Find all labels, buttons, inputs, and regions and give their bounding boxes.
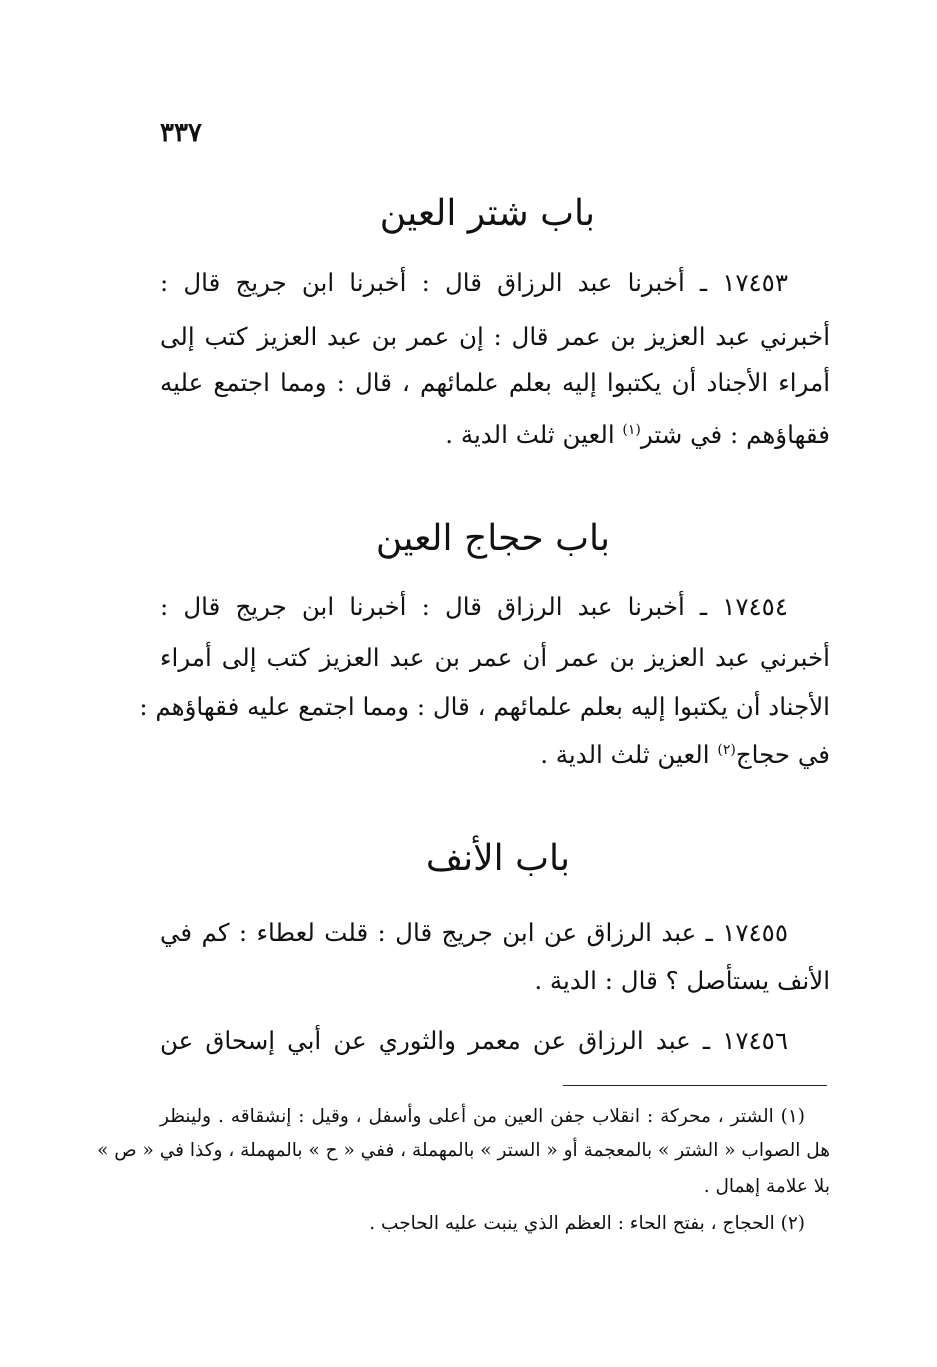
- section-heading-eye-orbit: باب حجاج العين: [375, 518, 610, 559]
- footnote-1-line-3: بلا علامة إهمال .: [703, 1176, 830, 1197]
- footnote-2-line-1: (٢) الحجاج ، بفتح الحاء : العظم الذي ينبت عليه الحاجب .: [369, 1213, 805, 1234]
- hadith-17453-line-1: ١٧٤٥٣ ـ أخبرنا عبد الرزاق قال : أخبرنا ابن جريج قال :: [160, 268, 788, 297]
- hadith-17453-line-3: أمراء الأجناد أن يكتبوا إليه بعلم علمائهم ، قال : ومما اجتمع عليه: [160, 368, 830, 397]
- hadith-17454-line-4-text: في حجاج: [735, 740, 830, 769]
- hadith-17454-line-4: [160, 740, 830, 769]
- hadith-17454-line-2: أخبرني عبد العزيز بن عمر أن عمر بن عبد العزيز كتب إلى أمراء: [160, 643, 830, 672]
- footnote-ref-1: (١): [622, 421, 641, 438]
- hadith-17455-line-1: ١٧٤٥٥ ـ عبد الرزاق عن ابن جريج قال : قلت لعطاء : كم في: [160, 918, 788, 947]
- hadith-17454-line-4-rest: العين ثلث الدية .: [540, 740, 718, 769]
- footnote-ref-2: (٢): [717, 741, 736, 758]
- hadith-17453-line-4-text: فقهاؤهم : في شتر: [640, 420, 830, 449]
- footnote-1-line-2: هل الصواب « الشتر » بالمعجمة أو « الستر » بالمهملة ، ففي « ح » بالمهملة ، وكذا في « ص »: [97, 1140, 830, 1161]
- hadith-17454-line-3: الأجناد أن يكتبوا إليه بعلم علمائهم ، قال : ومما اجتمع عليه فقهاؤهم :: [139, 692, 830, 721]
- hadith-17456-line-1: ١٧٤٥٦ ـ عبد الرزاق عن معمر والثوري عن أبي إسحاق عن: [160, 1026, 788, 1055]
- section-heading-eye-eyelid: باب شتر العين: [379, 193, 595, 234]
- hadith-17454-line-1: ١٧٤٥٤ ـ أخبرنا عبد الرزاق قال : أخبرنا ابن جريج قال :: [160, 592, 788, 621]
- hadith-17453-line-2: أخبرني عبد العزيز بن عمر قال : إن عمر بن عبد العزيز كتب إلى: [160, 322, 830, 351]
- hadith-17455-line-2: الأنف يستأصل ؟ قال : الدية .: [534, 966, 830, 995]
- page-number: ٣٣٧: [160, 118, 202, 148]
- footnote-1-line-1: (١) الشتر ، محركة : انقلاب جفن العين من أعلى وأسفل ، وقيل : إنشقاقه . ولينظر: [160, 1106, 805, 1127]
- hadith-17453-line-4: [160, 420, 830, 449]
- section-heading-nose: باب الأنف: [425, 838, 570, 879]
- hadith-17453-line-4-rest: العين ثلث الدية .: [445, 420, 623, 449]
- footnote-separator: [563, 1085, 827, 1086]
